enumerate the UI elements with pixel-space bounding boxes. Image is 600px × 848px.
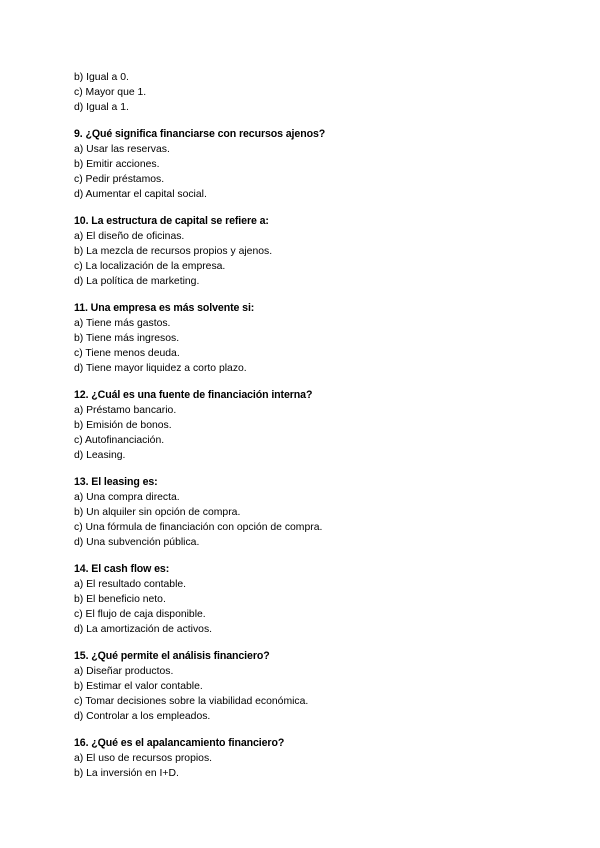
- answer-option: a) Préstamo bancario.: [74, 405, 177, 416]
- question-title: 14. El cash flow es:: [74, 563, 170, 575]
- answer-option: b) La inversión en I+D.: [74, 768, 179, 779]
- answer-option: b) Estimar el valor contable.: [74, 681, 203, 692]
- question-title: 11. Una empresa es más solvente si:: [74, 302, 255, 314]
- answer-option: a) El uso de recursos propios.: [74, 753, 213, 764]
- answer-option: c) Autofinanciación.: [74, 435, 165, 446]
- answer-option: d) La amortización de activos.: [74, 624, 213, 635]
- answer-option: b) Emitir acciones.: [74, 159, 160, 170]
- answer-option: a) Diseñar productos.: [74, 666, 174, 677]
- answer-option: c) Pedir préstamos.: [74, 174, 165, 185]
- answer-option: c) El flujo de caja disponible.: [74, 609, 206, 620]
- answer-option: d) Una subvención pública.: [74, 537, 200, 548]
- answer-option: c) La localización de la empresa.: [74, 261, 226, 272]
- answer-option: c) Una fórmula de financiación con opción de compra.: [74, 522, 323, 533]
- answer-option: c) Tiene menos deuda.: [74, 348, 180, 359]
- question-title: 9. ¿Qué significa financiarse con recursos ajenos?: [74, 128, 326, 140]
- question-9: [74, 127, 560, 202]
- answer-option: d) Controlar a los empleados.: [74, 711, 211, 722]
- answer-option: a) El diseño de oficinas.: [74, 231, 185, 242]
- answer-option: a) El resultado contable.: [74, 579, 187, 590]
- answer-option: d) Leasing.: [74, 450, 126, 461]
- answer-option: b) El beneficio neto.: [74, 594, 166, 605]
- question-title: 10. La estructura de capital se refiere a:: [74, 215, 269, 227]
- answer-option: b) Emisión de bonos.: [74, 420, 172, 431]
- question-16: [74, 736, 560, 781]
- answer-option: b) Un alquiler sin opción de compra.: [74, 507, 241, 518]
- answer-option: c) Mayor que 1.: [74, 87, 147, 98]
- question-title: 15. ¿Qué permite el análisis financiero?: [74, 650, 270, 662]
- answer-option: d) La política de marketing.: [74, 276, 200, 287]
- answer-option: a) Tiene más gastos.: [74, 318, 171, 329]
- answer-option: b) Tiene más ingresos.: [74, 333, 180, 344]
- question-11: [74, 301, 560, 376]
- question-title: 12. ¿Cuál es una fuente de financiación interna?: [74, 389, 313, 401]
- question-title: 16. ¿Qué es el apalancamiento financiero?: [74, 737, 285, 749]
- question-title: 13. El leasing es:: [74, 476, 158, 488]
- answer-option: c) Tomar decisiones sobre la viabilidad económica.: [74, 696, 309, 707]
- question-14: [74, 562, 560, 637]
- answer-option: d) Igual a 1.: [74, 102, 129, 113]
- question-15: [74, 649, 560, 724]
- answer-option: a) Usar las reservas.: [74, 144, 170, 155]
- question-13: [74, 475, 560, 550]
- previous-question-options: [74, 70, 560, 115]
- question-10: [74, 214, 560, 289]
- question-12: [74, 388, 560, 463]
- answer-option: d) Aumentar el capital social.: [74, 189, 207, 200]
- answer-option: d) Tiene mayor liquidez a corto plazo.: [74, 363, 247, 374]
- answer-option: b) Igual a 0.: [74, 72, 129, 83]
- answer-option: b) La mezcla de recursos propios y ajenos.: [74, 246, 273, 257]
- answer-option: a) Una compra directa.: [74, 492, 180, 503]
